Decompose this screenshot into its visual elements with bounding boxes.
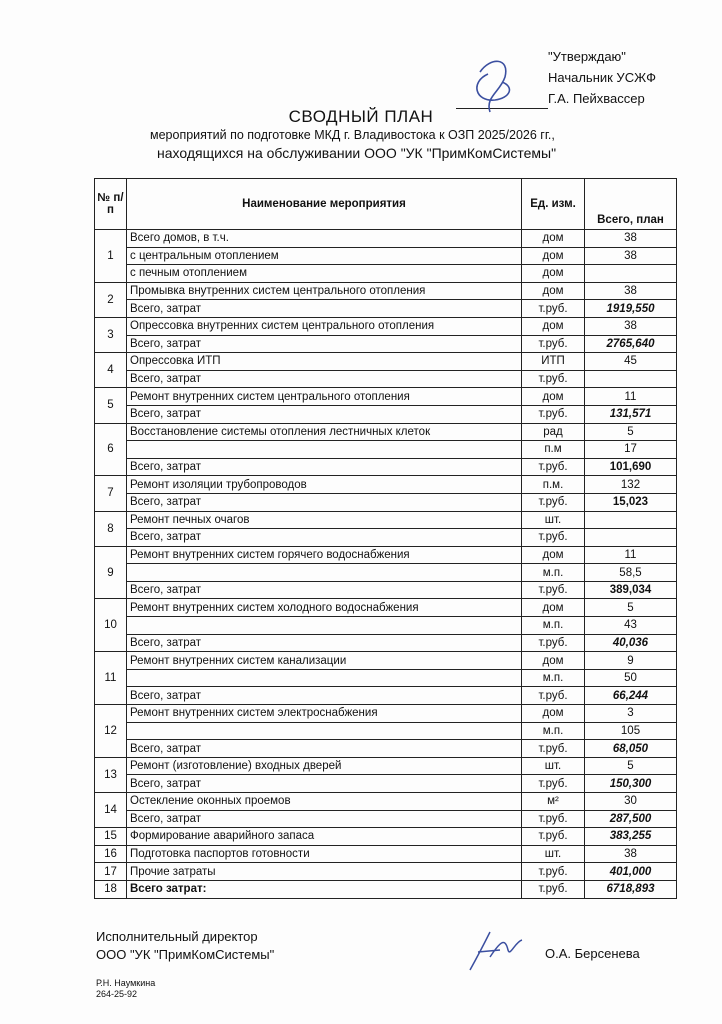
row-unit: т.руб. (522, 634, 585, 652)
row-value: 66,244 (585, 687, 677, 705)
row-number: 14 (95, 793, 127, 828)
row-unit: т.руб. (522, 493, 585, 511)
row-value: 131,571 (585, 405, 677, 423)
row-number: 9 (95, 546, 127, 599)
row-value: 38 (585, 317, 677, 335)
row-unit: м.п. (522, 617, 585, 635)
row-name: Ремонт внутренних систем холодного водоснабжения (127, 599, 522, 617)
table-row (95, 511, 677, 529)
row-unit: т.руб. (522, 300, 585, 318)
approval-line3: Г.А. Пейхвассер (548, 91, 645, 106)
row-name: Формирование аварийного запаса (127, 828, 522, 846)
row-value: 5 (585, 757, 677, 775)
row-unit: дом (522, 282, 585, 300)
row-name: Ремонт (изготовление) входных дверей (127, 757, 522, 775)
row-value: 58,5 (585, 564, 677, 582)
row-unit: дом (522, 317, 585, 335)
row-unit: шт. (522, 511, 585, 529)
row-value: 68,050 (585, 740, 677, 758)
row-unit: ИТП (522, 353, 585, 371)
approval-line1: "Утверждаю" (548, 49, 626, 64)
row-name: Всего, затрат (127, 493, 522, 511)
row-value (585, 529, 677, 547)
row-name (127, 669, 522, 687)
table-row (95, 282, 677, 300)
row-value: 50 (585, 669, 677, 687)
table-row (95, 564, 677, 582)
row-unit: м.п. (522, 722, 585, 740)
row-name: Всего затрат: (127, 880, 522, 898)
row-value (585, 265, 677, 283)
row-unit: т.руб. (522, 880, 585, 898)
row-value: 11 (585, 388, 677, 406)
contact-name: Р.Н. Наумкина (96, 978, 156, 988)
table-row (95, 793, 677, 811)
row-unit: дом (522, 388, 585, 406)
row-unit: дом (522, 247, 585, 265)
row-name: Всего, затрат (127, 810, 522, 828)
row-unit: т.руб. (522, 740, 585, 758)
row-value: 3 (585, 705, 677, 723)
row-number: 3 (95, 317, 127, 352)
row-value: 38 (585, 282, 677, 300)
row-name: с печным отоплением (127, 265, 522, 283)
row-number: 8 (95, 511, 127, 546)
plan-table (94, 178, 677, 899)
row-name: Ремонт печных очагов (127, 511, 522, 529)
row-number: 6 (95, 423, 127, 476)
row-value: 15,023 (585, 493, 677, 511)
table-row (95, 476, 677, 494)
row-name: Ремонт внутренних систем электроснабжения (127, 705, 522, 723)
row-unit: т.руб. (522, 828, 585, 846)
row-name: Промывка внутренних систем центрального отопления (127, 282, 522, 300)
contact-phone: 264-25-92 (96, 989, 138, 999)
table-row (95, 353, 677, 371)
row-unit: рад (522, 423, 585, 441)
table-row (95, 370, 677, 388)
contact-block (96, 978, 155, 1000)
row-value: 6718,893 (585, 880, 677, 898)
table-row (95, 687, 677, 705)
table-row (95, 880, 677, 898)
row-unit: т.руб. (522, 775, 585, 793)
row-unit: т.руб. (522, 581, 585, 599)
table-row (95, 705, 677, 723)
table-row (95, 845, 677, 863)
table-row (95, 617, 677, 635)
row-unit: дом (522, 265, 585, 283)
table-row (95, 423, 677, 441)
table-row (95, 652, 677, 670)
row-name: Всего, затрат (127, 405, 522, 423)
row-number: 18 (95, 880, 127, 898)
row-name: Всего, затрат (127, 581, 522, 599)
row-value: 105 (585, 722, 677, 740)
row-name: Ремонт внутренних систем центрального отопления (127, 388, 522, 406)
row-value: 150,300 (585, 775, 677, 793)
row-name: Всего, затрат (127, 634, 522, 652)
row-value: 17 (585, 441, 677, 459)
row-unit: дом (522, 546, 585, 564)
row-value: 132 (585, 476, 677, 494)
row-number: 17 (95, 863, 127, 881)
row-value: 9 (585, 652, 677, 670)
row-unit: дом (522, 652, 585, 670)
table-row (95, 458, 677, 476)
row-name: Всего, затрат (127, 687, 522, 705)
row-name: Опрессовка ИТП (127, 353, 522, 371)
row-number: 10 (95, 599, 127, 652)
row-value (585, 370, 677, 388)
row-number: 7 (95, 476, 127, 511)
position-line2: ООО "УК "ПримКомСистемы" (96, 947, 275, 962)
table-row (95, 335, 677, 353)
approval-line2: Начальник УСЖФ (548, 70, 656, 85)
row-unit: т.руб. (522, 810, 585, 828)
row-unit: т.руб. (522, 335, 585, 353)
row-name: Восстановление системы отопления лестничных клеток (127, 423, 522, 441)
row-name: Прочие затраты (127, 863, 522, 881)
row-name: Ремонт внутренних систем горячего водоснабжения (127, 546, 522, 564)
row-value: 38 (585, 230, 677, 248)
signer-name: О.А. Берсенева (545, 946, 640, 961)
row-name: Всего домов, в т.ч. (127, 230, 522, 248)
row-unit: т.руб. (522, 687, 585, 705)
row-value: 389,034 (585, 581, 677, 599)
header-unit: Ед. изм. (522, 179, 585, 230)
row-number: 12 (95, 705, 127, 758)
row-unit: дом (522, 230, 585, 248)
table-row (95, 388, 677, 406)
row-number: 2 (95, 282, 127, 317)
table-row (95, 599, 677, 617)
row-value: 38 (585, 845, 677, 863)
table-row (95, 317, 677, 335)
subtitle-line2: находящихся на обслуживании ООО "УК "ПримКомСистемы" (157, 145, 557, 161)
row-value: 11 (585, 546, 677, 564)
row-value: 383,255 (585, 828, 677, 846)
row-value (585, 511, 677, 529)
table-row (95, 441, 677, 459)
row-value: 43 (585, 617, 677, 635)
row-name (127, 617, 522, 635)
row-unit: дом (522, 705, 585, 723)
row-value: 30 (585, 793, 677, 811)
row-number: 13 (95, 757, 127, 792)
row-name: Ремонт изоляции трубопроводов (127, 476, 522, 494)
row-number: 16 (95, 845, 127, 863)
row-name (127, 441, 522, 459)
table-row (95, 775, 677, 793)
header-name: Наименование мероприятия (127, 179, 522, 230)
header-num: № п/п (95, 179, 127, 230)
row-unit: п.м (522, 441, 585, 459)
table-row (95, 529, 677, 547)
table-row (95, 722, 677, 740)
row-name: Всего, затрат (127, 300, 522, 318)
subtitle-line1: мероприятий по подготовке МКД г. Владивостока к ОЗП 2025/2026 гг., (150, 128, 555, 142)
row-name: с центральным отоплением (127, 247, 522, 265)
row-unit: т.руб. (522, 458, 585, 476)
row-value: 101,690 (585, 458, 677, 476)
row-unit: дом (522, 599, 585, 617)
table-row (95, 265, 677, 283)
row-name: Опрессовка внутренних систем центрального отопления (127, 317, 522, 335)
row-unit: шт. (522, 757, 585, 775)
row-unit: м.п. (522, 564, 585, 582)
row-name: Всего, затрат (127, 529, 522, 547)
row-name (127, 722, 522, 740)
row-value: 40,036 (585, 634, 677, 652)
header-plan: Всего, план (585, 179, 677, 230)
row-value: 38 (585, 247, 677, 265)
table-row (95, 828, 677, 846)
row-name: Всего, затрат (127, 740, 522, 758)
director-signature (460, 922, 530, 977)
row-name: Всего, затрат (127, 370, 522, 388)
row-unit: т.руб. (522, 863, 585, 881)
row-unit: т.руб. (522, 529, 585, 547)
row-value: 5 (585, 599, 677, 617)
row-number: 5 (95, 388, 127, 423)
row-name: Подготовка паспортов готовности (127, 845, 522, 863)
table-row (95, 546, 677, 564)
table-row (95, 230, 677, 248)
document-title: СВОДНЫЙ ПЛАН (288, 107, 434, 126)
row-name: Всего, затрат (127, 775, 522, 793)
row-number: 1 (95, 230, 127, 283)
row-value: 2765,640 (585, 335, 677, 353)
approval-block (520, 46, 700, 109)
table-row (95, 300, 677, 318)
table-row (95, 405, 677, 423)
row-name (127, 564, 522, 582)
table-row (95, 669, 677, 687)
table-row (95, 757, 677, 775)
position-line1: Исполнительный директор (96, 929, 258, 944)
row-value: 1919,550 (585, 300, 677, 318)
row-unit: шт. (522, 845, 585, 863)
row-value: 45 (585, 353, 677, 371)
row-number: 11 (95, 652, 127, 705)
row-name: Остекление оконных проемов (127, 793, 522, 811)
row-unit: т.руб. (522, 405, 585, 423)
row-name: Ремонт внутренних систем канализации (127, 652, 522, 670)
footer-position (96, 928, 274, 964)
table-row (95, 581, 677, 599)
table-row (95, 247, 677, 265)
row-unit: п.м. (522, 476, 585, 494)
row-name: Всего, затрат (127, 335, 522, 353)
table-row (95, 634, 677, 652)
table-row (95, 740, 677, 758)
row-unit: т.руб. (522, 370, 585, 388)
row-value: 287,500 (585, 810, 677, 828)
row-name: Всего, затрат (127, 458, 522, 476)
row-unit: м.п. (522, 669, 585, 687)
row-value: 401,000 (585, 863, 677, 881)
row-unit: м² (522, 793, 585, 811)
row-number: 4 (95, 353, 127, 388)
table-row (95, 863, 677, 881)
row-value: 5 (585, 423, 677, 441)
table-row (95, 810, 677, 828)
table-row (95, 493, 677, 511)
row-number: 15 (95, 828, 127, 846)
